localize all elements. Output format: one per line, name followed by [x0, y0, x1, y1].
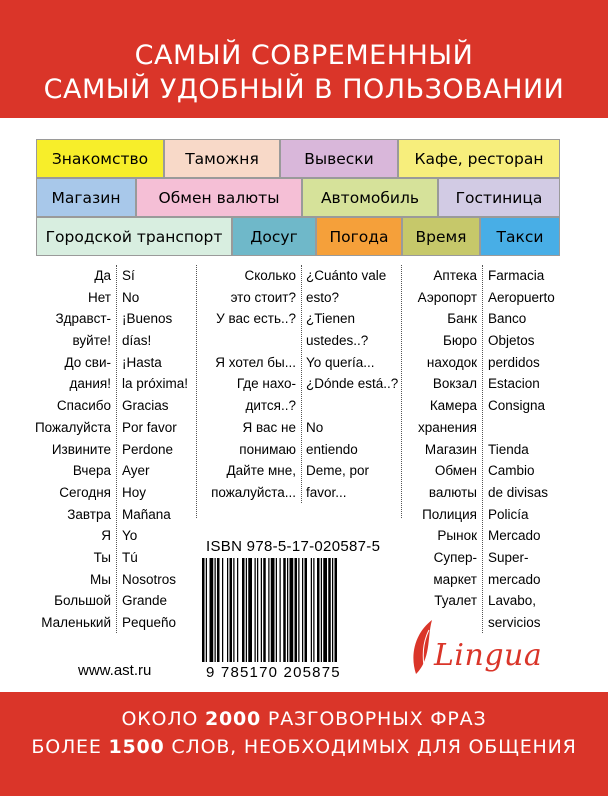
barcode-bar [332, 558, 333, 662]
footer-line-1 [0, 708, 608, 730]
phrase-column-russian-1 [18, 265, 111, 634]
footer-count: 2000 [205, 708, 262, 730]
phrase-item: favor... [306, 484, 347, 500]
phrase-item: Банк [447, 311, 477, 327]
barcode-bar [276, 558, 277, 662]
barcode-bar [280, 558, 281, 662]
phrase-item: Ты [93, 549, 111, 565]
phrase-item: Обмен [434, 463, 477, 479]
phrase-item: Большой [54, 593, 111, 609]
phrase-item: servicios [488, 615, 541, 630]
phrase-item: ¿Tienen [306, 311, 356, 327]
phrase-item: Grande [122, 593, 168, 609]
phrase-item: Por favor [122, 419, 177, 435]
phrase-item: Tienda [488, 441, 529, 457]
barcode-bar [206, 558, 207, 662]
phrase-item: Farmacia [488, 268, 545, 283]
phrase-item: это стоит? [230, 289, 296, 305]
phrase-item: Здравст- [55, 311, 111, 327]
phrase-item: Ayer [122, 463, 150, 479]
phrase-item: находок [426, 354, 477, 370]
lingua-logo [402, 612, 543, 682]
phrase-item: Да [94, 268, 111, 283]
barcode-bar [283, 558, 286, 662]
phrase-item: ¡Buenos [122, 311, 173, 327]
phrase-item: Yo [122, 528, 138, 544]
phrase-item: вуйте! [72, 333, 111, 349]
barcode-bar [237, 558, 238, 662]
barcode-bar [217, 558, 220, 662]
footer-text: БОЛЕЕ [31, 736, 109, 758]
barcode-bar [210, 558, 214, 662]
phrase-item: ustedes..? [306, 333, 369, 349]
category-tamozhnya: Таможня [164, 139, 280, 178]
phrase-item: Дайте мне, [226, 463, 296, 479]
phrase-item: Рынок [437, 528, 477, 544]
phrase-item: хранения [417, 419, 477, 435]
barcode-bar [313, 558, 314, 662]
phrase-item: Mañana [122, 506, 171, 522]
barcode-bar [321, 558, 322, 662]
barcode-bar [311, 558, 312, 662]
phrase-item: Полиция [422, 506, 477, 522]
barcode-bar [268, 558, 269, 662]
phrase-item: Сколько [244, 268, 296, 283]
phrase-item: У вас есть..? [216, 311, 296, 327]
barcode-bar [227, 558, 228, 662]
phrase-item: Objetos [488, 333, 535, 349]
phrase-item: No [306, 419, 324, 435]
phrase-item: Cambio [488, 463, 535, 479]
barcode-bar [261, 558, 262, 662]
category-gorodskoy-transport: Городской транспорт [36, 217, 232, 256]
footer-text: РАЗГОВОРНЫХ ФРАЗ [261, 708, 487, 730]
phrase-item [488, 417, 578, 439]
column-divider [116, 265, 117, 633]
category-pogoda: Погода [316, 217, 402, 256]
phrase-item: mercado [488, 571, 541, 587]
phrase-item: Супер- [433, 549, 477, 565]
phrase-item: До сви- [64, 354, 111, 370]
footer-count: 1500 [108, 736, 165, 758]
barcode-bars [200, 558, 398, 666]
barcode-bar [271, 558, 275, 662]
phrase-item: Super- [488, 549, 529, 565]
barcode-bar [328, 558, 331, 662]
column-divider [301, 265, 302, 503]
phrase-item: de divisas [488, 484, 549, 500]
phrase-item: Мы [90, 571, 111, 587]
category-kafe-restoran: Кафе, ресторан [398, 139, 560, 178]
phrase-item: Я вас не [242, 419, 296, 435]
phrase-item: Туалет [434, 593, 477, 609]
phrase-item: días! [122, 333, 152, 349]
phrase-item: ¡Hasta [122, 354, 162, 370]
phrase-item: Estacion [488, 376, 540, 392]
phrase-item: Hoy [122, 484, 147, 500]
category-dosug: Досуг [232, 217, 316, 256]
phrase-item: Nosotros [122, 571, 177, 587]
category-taksi: Такси [480, 217, 560, 256]
phrase-item: Аптека [433, 268, 477, 283]
phrase-column-spanish-1 [122, 265, 196, 634]
phrase-column-russian-3 [403, 265, 477, 612]
phrase-item: пожалуйста... [211, 484, 296, 500]
phrase-column-spanish-2 [306, 265, 401, 504]
barcode-bar [323, 558, 327, 662]
phrase-item: Banco [488, 311, 527, 327]
phrase-item: Вчера [72, 463, 111, 479]
phrase-item: la próxima! [122, 376, 189, 392]
phrase-item: Gracias [122, 398, 169, 414]
phrase-item: Я хотел бы... [215, 354, 296, 370]
category-vremya: Время [402, 217, 480, 256]
phrase-item [306, 395, 401, 417]
ean-number: 9 785170 205875 [206, 664, 341, 681]
website-url: www.ast.ru [78, 662, 152, 679]
phrase-item: дания! [69, 376, 111, 392]
footer-text: ОКОЛО [121, 708, 205, 730]
phrase-item: ¿Cuánto vale [306, 268, 387, 283]
barcode-bar [305, 558, 308, 662]
column-divider [196, 265, 197, 518]
footer-line-2 [0, 736, 608, 758]
category-obmen-valyuty: Обмен валюты [136, 178, 302, 217]
phrase-item: маркет [433, 571, 477, 587]
phrase-item: Yo quería... [306, 354, 375, 370]
phrase-column-spanish-3 [488, 265, 578, 634]
phrase-item: entiendo [306, 441, 358, 457]
phrase-item: Сегодня [59, 484, 111, 500]
phrase-item: Бюро [442, 333, 477, 349]
phrase-item: Спасибо [56, 398, 111, 414]
phrase-item: Deme, por [306, 463, 370, 479]
category-znakomstvo: Знакомство [36, 139, 164, 178]
logo-text: Lingua [434, 638, 543, 673]
phrase-item: понимаю [239, 441, 296, 457]
barcode-bar [335, 558, 338, 662]
phrase-item: Sí [122, 268, 135, 283]
phrase-item: Aeropuerto [488, 289, 555, 305]
barcode-bar [298, 558, 299, 662]
barcode-bar [248, 558, 252, 662]
phrase-item: esto? [306, 289, 340, 305]
category-avtomobil: Автомобиль [302, 178, 438, 217]
phrase-item: Камера [429, 398, 477, 414]
barcode-bar [257, 558, 258, 662]
barcode-bar [287, 558, 288, 662]
phrase-item: Mercado [488, 528, 541, 544]
headline-line-1: САМЫЙ СОВРЕМЕННЫЙ [134, 40, 474, 71]
barcode-bar [290, 558, 294, 662]
phrase-item: Policía [488, 506, 529, 522]
phrase-item: Пожалуйста [34, 419, 111, 435]
barcode-bar [222, 558, 223, 662]
barcode-bar [202, 558, 205, 662]
phrase-item: Где нахо- [236, 376, 296, 392]
barcode-bar [255, 558, 256, 662]
column-divider [401, 265, 402, 518]
category-vyveski: Вывески [280, 139, 398, 178]
phrase-item: Вокзал [432, 376, 477, 392]
barcode-bar [302, 558, 303, 662]
barcode-bar [295, 558, 298, 662]
phrase-item: Consigna [488, 398, 546, 414]
headline-line-2: САМЫЙ УДОБНЫЙ В ПОЛЬЗОВАНИИ [43, 74, 565, 105]
phrase-item: дится..? [245, 398, 296, 414]
barcode-bar [317, 558, 320, 662]
category-magazin: Магазин [36, 178, 136, 217]
phrase-item: ¿Dónde está..? [306, 376, 399, 392]
phrase-item [198, 330, 296, 352]
phrase-item: Аэропорт [417, 289, 477, 305]
phrase-item: Магазин [424, 441, 477, 457]
phrase-item: Perdone [122, 441, 174, 457]
barcode-bar [242, 558, 245, 662]
barcode-bar [230, 558, 233, 662]
isbn-number: ISBN 978-5-17-020587-5 [206, 538, 381, 555]
phrase-item: Я [101, 528, 111, 544]
barcode-bar [263, 558, 266, 662]
footer-text: СЛОВ, НЕОБХОДИМЫХ ДЛЯ ОБЩЕНИЯ [164, 736, 577, 758]
barcode-bar [246, 558, 247, 662]
phrase-item: Нет [88, 289, 111, 305]
phrase-item: Завтра [67, 506, 111, 522]
phrase-item: No [122, 289, 140, 305]
phrase-item: валюты [428, 484, 477, 500]
barcode-bar [215, 558, 216, 662]
phrase-item: Pequeño [122, 615, 177, 630]
phrase-column-russian-2 [198, 265, 296, 504]
barcode-bar [233, 558, 234, 662]
phrase-item: Извините [51, 441, 111, 457]
column-divider [482, 265, 483, 633]
phrase-item: Tú [122, 549, 138, 565]
phrase-item: perdidos [488, 354, 540, 370]
phrase-item: Lavabo, [488, 593, 537, 609]
category-gostinitsa: Гостиница [438, 178, 560, 217]
phrase-item: Маленький [41, 615, 111, 630]
